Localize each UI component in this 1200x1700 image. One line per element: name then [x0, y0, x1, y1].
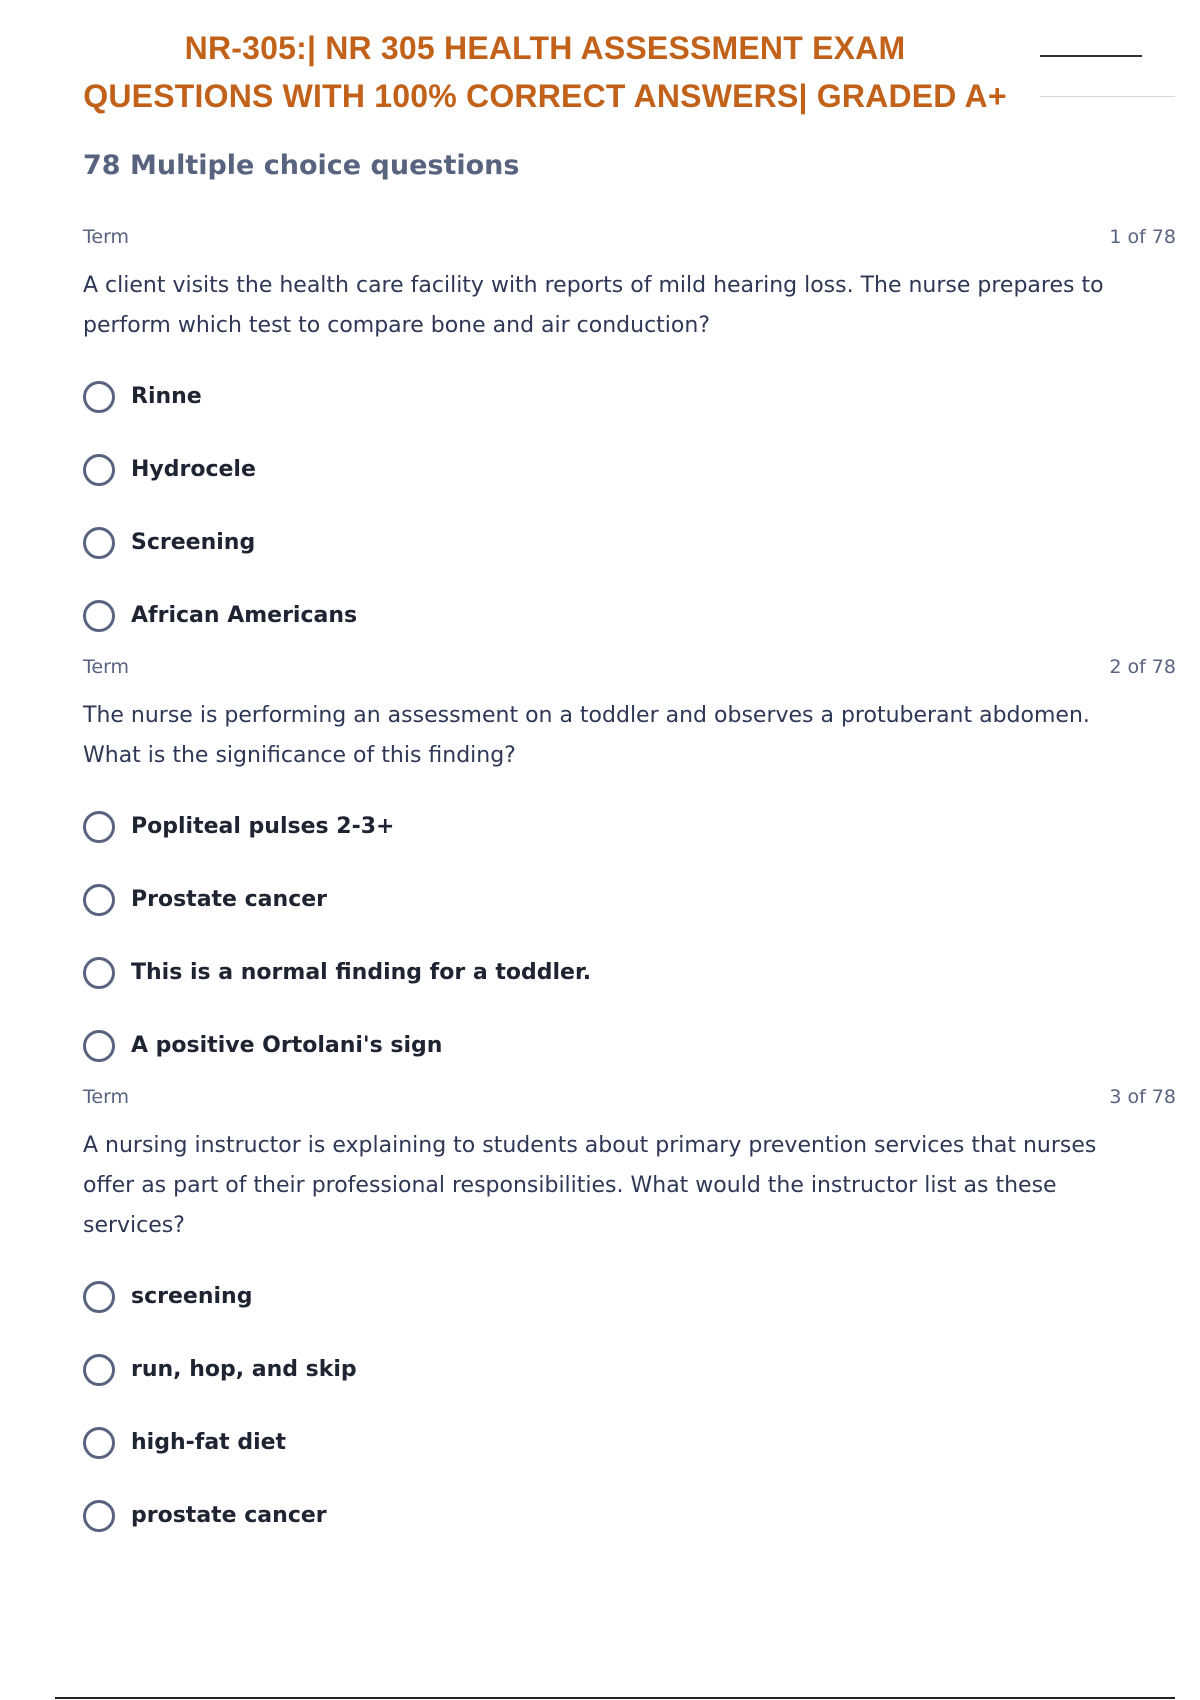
title-underline-faint	[1040, 96, 1175, 97]
question-counter: 1 of 78	[1109, 226, 1176, 248]
question-counter: 2 of 78	[1109, 656, 1176, 678]
radio-button-icon[interactable]	[83, 381, 115, 413]
answer-option-label: Prostate cancer	[131, 887, 328, 912]
answer-option[interactable]	[83, 506, 1176, 579]
answer-option[interactable]	[83, 1406, 1176, 1479]
title-underline-short	[1040, 55, 1142, 57]
answer-options	[83, 1260, 1176, 1552]
answer-option-label: Rinne	[131, 384, 202, 409]
radio-button-icon[interactable]	[83, 527, 115, 559]
answer-options	[83, 790, 1176, 1082]
title-line-2: QUESTIONS WITH 100% CORRECT ANSWERS| GRADED A+	[83, 78, 1007, 114]
question-counter: 3 of 78	[1109, 1086, 1176, 1108]
question-card	[83, 1086, 1176, 1552]
question-card	[83, 656, 1176, 1082]
question-prompt: A nursing instructor is explaining to students about primary prevention services that nurses offer as part of their professional responsibilities. What would the instructor list as these services?	[83, 1133, 1097, 1238]
answer-option[interactable]	[83, 360, 1176, 433]
term-label: Term	[83, 226, 130, 248]
answer-option[interactable]	[83, 1009, 1176, 1082]
answer-option-label: Hydrocele	[131, 457, 256, 482]
answer-option-label: Popliteal pulses 2-3+	[131, 814, 395, 839]
question-header	[83, 1086, 1176, 1116]
answer-option[interactable]	[83, 1479, 1176, 1552]
question-header	[83, 226, 1176, 256]
page-title	[55, 24, 1035, 120]
answer-options	[83, 360, 1176, 652]
answer-option-label: high-fat diet	[131, 1430, 287, 1455]
radio-button-icon[interactable]	[83, 884, 115, 916]
answer-option[interactable]	[83, 579, 1176, 652]
question-card	[83, 226, 1176, 652]
radio-button-icon[interactable]	[83, 1030, 115, 1062]
answer-option-label: run, hop, and skip	[131, 1357, 357, 1382]
answer-option-label: A positive Ortolani's sign	[131, 1033, 443, 1058]
answer-option[interactable]	[83, 433, 1176, 506]
radio-button-icon[interactable]	[83, 1354, 115, 1386]
answer-option[interactable]	[83, 936, 1176, 1009]
radio-button-icon[interactable]	[83, 1281, 115, 1313]
set-count-heading: 78 Multiple choice questions	[83, 150, 520, 181]
radio-button-icon[interactable]	[83, 957, 115, 989]
radio-button-icon[interactable]	[83, 811, 115, 843]
question-header	[83, 656, 1176, 686]
answer-option-label: prostate cancer	[131, 1503, 327, 1528]
answer-option-label: screening	[131, 1284, 253, 1309]
answer-option[interactable]	[83, 790, 1176, 863]
term-label: Term	[83, 656, 130, 678]
title-line-1: NR-305:| NR 305 HEALTH ASSESSMENT EXAM	[184, 30, 906, 66]
answer-option[interactable]	[83, 863, 1176, 936]
question-prompt: A client visits the health care facility with reports of mild hearing loss. The nurse prepares to perform which test to compare bone and air conduction?	[83, 273, 1104, 338]
answer-option-label: This is a normal finding for a toddler.	[131, 960, 592, 985]
answer-option-label: Screening	[131, 530, 256, 555]
radio-button-icon[interactable]	[83, 600, 115, 632]
footer-divider	[55, 1697, 1175, 1699]
answer-option[interactable]	[83, 1333, 1176, 1406]
radio-button-icon[interactable]	[83, 1427, 115, 1459]
term-label: Term	[83, 1086, 130, 1108]
radio-button-icon[interactable]	[83, 1500, 115, 1532]
answer-option-label: African Americans	[131, 603, 358, 628]
question-prompt: The nurse is performing an assessment on a toddler and observes a protuberant abdomen. What is the significance of this finding?	[83, 703, 1090, 768]
answer-option[interactable]	[83, 1260, 1176, 1333]
radio-button-icon[interactable]	[83, 454, 115, 486]
